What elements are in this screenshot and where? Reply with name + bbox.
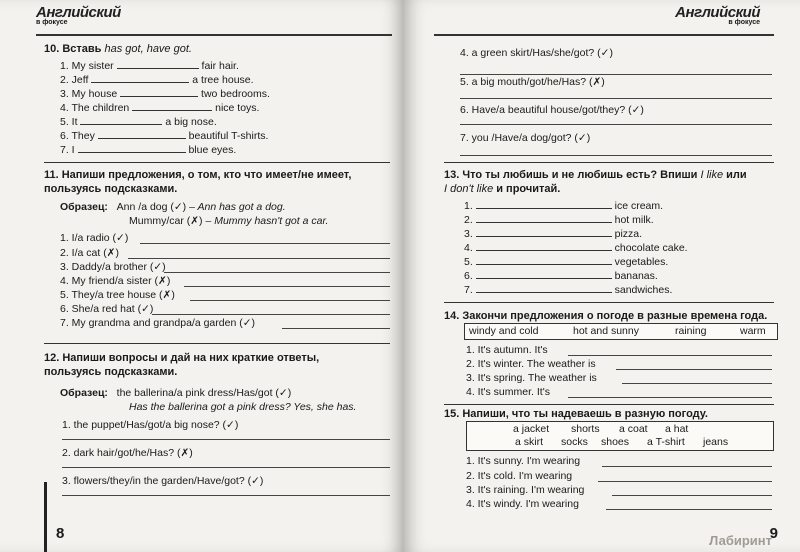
ex11-item: 7. My grandma and grandpa/a garden (✓) bbox=[60, 317, 255, 329]
ex15-item: 1. It's sunny. I'm wearing bbox=[466, 455, 581, 467]
answer-line[interactable] bbox=[612, 495, 772, 496]
answer-blank[interactable] bbox=[476, 269, 612, 279]
answer-blank[interactable] bbox=[476, 283, 612, 293]
answer-blank[interactable] bbox=[120, 87, 198, 97]
ex12-item: 6. Have/a beautiful house/got/they? (✓) bbox=[460, 104, 644, 116]
ex10-item: 6. They beautiful T-shirts. bbox=[60, 130, 269, 142]
word-box bbox=[466, 421, 774, 451]
answer-blank[interactable] bbox=[78, 143, 186, 153]
ex14-item: 3. It's spring. The weather is bbox=[466, 372, 597, 384]
answer-line[interactable] bbox=[622, 383, 772, 384]
word-option: warm bbox=[740, 325, 766, 337]
ex12-sample-1: Образец: the ballerina/a pink dress/Has/got (✓) bbox=[60, 387, 292, 399]
ex10-item: 7. I blue eyes. bbox=[60, 144, 237, 156]
ex12-sample-2: Has the ballerina got a pink dress? Yes, she has. bbox=[129, 401, 357, 413]
ex13-item: 7. sandwiches. bbox=[464, 284, 673, 296]
section-divider bbox=[44, 343, 390, 344]
answer-blank[interactable] bbox=[476, 241, 612, 251]
exercise-10-title: 10. Вставь has got, have got. bbox=[44, 43, 192, 55]
answer-blank[interactable] bbox=[476, 199, 612, 209]
word-option: a hat bbox=[665, 423, 689, 435]
section-divider bbox=[444, 162, 774, 163]
exercise-14-title: 14. Закончи предложения о погоде в разные времена года. bbox=[444, 310, 768, 322]
ex11-sample-1: Образец: Ann /a dog (✓) – Ann has got a dog. bbox=[60, 201, 286, 213]
ex11-item: 6. She/a red hat (✓) bbox=[60, 303, 154, 315]
answer-blank[interactable] bbox=[117, 59, 199, 69]
answer-blank[interactable] bbox=[98, 129, 186, 139]
word-option: hot and sunny bbox=[573, 325, 639, 337]
word-option: a skirt bbox=[515, 436, 544, 448]
ex13-item: 4. chocolate cake. bbox=[464, 242, 688, 254]
ex11-item: 1. I/a radio (✓) bbox=[60, 232, 129, 244]
answer-blank[interactable] bbox=[476, 227, 612, 237]
ex12-item: 4. a green skirt/Has/she/got? (✓) bbox=[460, 47, 613, 59]
answer-line[interactable] bbox=[140, 243, 390, 244]
ex13-item: 5. vegetables. bbox=[464, 256, 669, 268]
answer-line[interactable] bbox=[568, 397, 772, 398]
answer-line[interactable] bbox=[164, 272, 390, 273]
exercise-12-title: 12. Напиши вопросы и дай на них краткие ответы, пользуясь подсказками. bbox=[44, 352, 320, 378]
ex10-item: 3. My house two bedrooms. bbox=[60, 88, 270, 100]
logo: Английский в фокусе bbox=[675, 4, 760, 26]
word-box bbox=[464, 323, 778, 340]
answer-blank[interactable] bbox=[80, 115, 162, 125]
answer-line[interactable] bbox=[184, 286, 390, 287]
answer-line[interactable] bbox=[606, 509, 772, 510]
ex12-item: 3. flowers/they/in the garden/Have/got? (✓) bbox=[62, 475, 264, 487]
word-option: windy and cold bbox=[469, 325, 539, 337]
answer-line[interactable] bbox=[152, 314, 390, 315]
ex13-item: 1. ice cream. bbox=[464, 200, 664, 212]
ex12-item: 7. you /Have/a dog/got? (✓) bbox=[460, 132, 591, 144]
section-divider bbox=[44, 162, 390, 163]
answer-line[interactable] bbox=[602, 466, 772, 467]
ex13-item: 6. bananas. bbox=[464, 270, 658, 282]
ex10-item: 4. The children nice toys. bbox=[60, 102, 260, 114]
ex11-item: 3. Daddy/a brother (✓) bbox=[60, 261, 166, 273]
ex12-item: 1. the puppet/Has/got/a big nose? (✓) bbox=[62, 419, 239, 431]
header-rule bbox=[434, 34, 774, 36]
answer-line[interactable] bbox=[282, 328, 390, 329]
word-option: socks bbox=[561, 436, 588, 448]
page-number: 9 bbox=[769, 525, 778, 542]
answer-blank[interactable] bbox=[91, 73, 189, 83]
ex13-item: 2. hot milk. bbox=[464, 214, 654, 226]
word-option: a jacket bbox=[513, 423, 550, 435]
answer-line[interactable] bbox=[62, 467, 390, 468]
word-option: a coat bbox=[619, 423, 648, 435]
page-corner-bar bbox=[44, 482, 47, 552]
ex15-item: 2. It's cold. I'm wearing bbox=[466, 470, 573, 482]
exercise-15-title: 15. Напиши, что ты надеваешь в разную погоду. bbox=[444, 408, 708, 420]
answer-line[interactable] bbox=[460, 155, 772, 156]
answer-line[interactable] bbox=[460, 74, 772, 75]
watermark: Лабиринт bbox=[709, 533, 772, 548]
answer-blank[interactable] bbox=[132, 101, 212, 111]
page-number: 8 bbox=[56, 525, 65, 542]
answer-blank[interactable] bbox=[476, 213, 612, 223]
ex13-item: 3. pizza. bbox=[464, 228, 643, 240]
answer-line[interactable] bbox=[568, 355, 772, 356]
word-option: jeans bbox=[703, 436, 729, 448]
right-page bbox=[404, 0, 800, 552]
section-divider bbox=[444, 404, 774, 405]
answer-line[interactable] bbox=[460, 124, 772, 125]
exercise-13-title: 13. Что ты любишь и не любишь есть? Впиши I like или I don't like и прочитай. bbox=[444, 169, 747, 195]
ex11-item: 4. My friend/a sister (✗) bbox=[60, 275, 171, 287]
section-divider bbox=[444, 302, 774, 303]
ex15-item: 4. It's windy. I'm wearing bbox=[466, 498, 579, 510]
answer-line[interactable] bbox=[460, 98, 772, 99]
ex10-item: 2. Jeff a tree house. bbox=[60, 74, 254, 86]
answer-line[interactable] bbox=[62, 495, 390, 496]
word-option: a T-shirt bbox=[647, 436, 685, 448]
ex14-item: 4. It's summer. It's bbox=[466, 386, 550, 398]
logo: Английский в фокусе bbox=[36, 4, 121, 26]
exercise-11-title: 11. Напиши предложения, о том, кто что имеет/не имеет, пользуясь подсказками. bbox=[44, 169, 352, 195]
ex11-item: 5. They/a tree house (✗) bbox=[60, 289, 175, 301]
answer-line[interactable] bbox=[128, 258, 390, 259]
header-rule bbox=[36, 34, 392, 36]
answer-line[interactable] bbox=[190, 300, 390, 301]
ex10-item: 5. It a big nose. bbox=[60, 116, 217, 128]
ex11-sample-2: Mummy/car (✗) – Mummy hasn't got a car. bbox=[129, 215, 329, 227]
answer-line[interactable] bbox=[598, 481, 772, 482]
ex14-item: 2. It's winter. The weather is bbox=[466, 358, 596, 370]
ex15-item: 3. It's raining. I'm wearing bbox=[466, 484, 585, 496]
word-option: shoes bbox=[601, 436, 630, 448]
answer-blank[interactable] bbox=[476, 255, 612, 265]
word-option: shorts bbox=[571, 423, 600, 435]
answer-line[interactable] bbox=[616, 369, 772, 370]
ex14-item: 1. It's autumn. It's bbox=[466, 344, 548, 356]
answer-line[interactable] bbox=[62, 439, 390, 440]
ex10-item: 1. My sister fair hair. bbox=[60, 60, 239, 72]
ex12-item: 5. a big mouth/got/he/Has? (✗) bbox=[460, 76, 605, 88]
word-option: raining bbox=[675, 325, 707, 337]
ex11-item: 2. I/a cat (✗) bbox=[60, 247, 119, 259]
ex12-item: 2. dark hair/got/he/Has? (✗) bbox=[62, 447, 193, 459]
